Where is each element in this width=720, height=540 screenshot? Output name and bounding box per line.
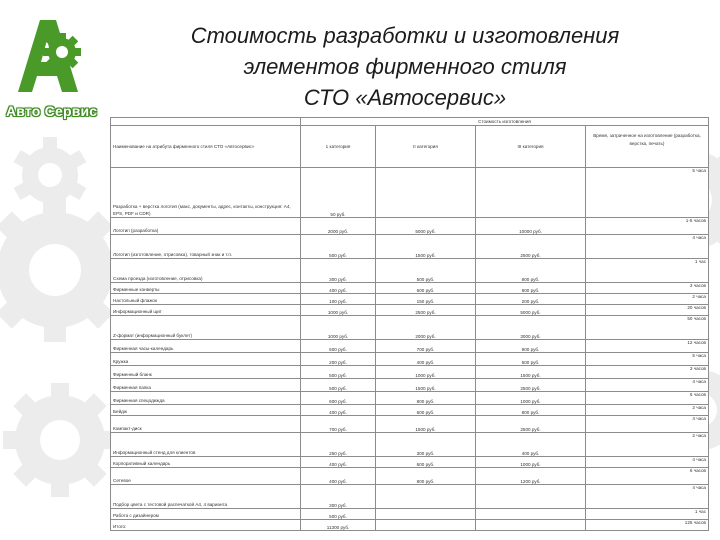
header-name: Наименование на атрибута фирменного стиля СТО «Автосервис» [111,126,301,168]
row-cat2: 600 руб. [376,457,476,468]
title-line-1: Стоимость разработки и изготовления [190,23,620,48]
table-row [111,485,709,509]
table-row [111,235,709,259]
row-cat3: 2500 руб. [476,416,586,433]
table-row [111,433,709,457]
row-cat2: 1000 руб. [376,366,476,379]
logo-graphic [0,10,110,115]
row-name: Работа с дизайнером [111,509,301,520]
row-hours: 3 часов [586,366,709,379]
table-row [111,294,709,305]
row-name: Логотип (разработка) [111,218,301,235]
row-cat1: 300 руб. [301,259,376,283]
row-hours: 6 часов [586,392,709,405]
row-cat3: 3000 руб. [476,316,586,340]
row-cat2: 1500 руб. [376,235,476,259]
row-name: Фирменная папка [111,379,301,392]
row-cat2: 800 руб. [376,392,476,405]
row-cat1: 50 руб. [301,168,376,218]
row-cat2: 2500 руб. [376,305,476,316]
row-cat2 [376,168,476,218]
row-hours: 125 часов [586,520,709,531]
row-name: Корпоративный календарь [111,457,301,468]
table-row [111,520,709,531]
table-row [111,366,709,379]
row-cat3: 500 руб. [476,353,586,366]
row-name: Итого: [111,520,301,531]
row-cat3: 900 руб. [476,340,586,353]
row-cat1: 250 руб. [301,433,376,457]
table-row [111,457,709,468]
row-cat3 [476,168,586,218]
price-table [110,117,709,531]
row-hours: 20 часов [586,305,709,316]
row-hours: 6 часов [586,468,709,485]
row-cat1: 500 руб. [301,509,376,520]
row-cat3: 1500 руб. [476,366,586,379]
row-cat2 [376,509,476,520]
row-cat3: 1000 руб. [476,457,586,468]
row-cat3 [476,509,586,520]
company-logo [0,10,110,119]
table-row [111,316,709,340]
table-row [111,168,709,218]
row-hours: 2 часа [586,433,709,457]
row-hours: 50 часов [586,316,709,340]
row-name: Фирменные конверты [111,283,301,294]
row-hours: 5 часа [586,353,709,366]
row-hours: 5 часа [586,168,709,218]
table-row [111,218,709,235]
header-cost: Стоимость изготовления [301,118,709,126]
row-cat1: 2000 руб. [301,218,376,235]
header-cat2: II категория [376,126,476,168]
row-cat1: 500 руб. [301,379,376,392]
table-row [111,468,709,485]
row-hours: 4 часа [586,235,709,259]
row-cat3: 800 руб. [476,405,586,416]
row-cat3: 2500 руб. [476,379,586,392]
row-name: Информационный стенд для клиентов [111,433,301,457]
row-cat3: 2500 руб. [476,235,586,259]
row-hours: 4 часа [586,416,709,433]
row-name: Фирменная спецодежда [111,392,301,405]
row-cat2: 1500 руб. [376,416,476,433]
row-hours: 1-5 часов [586,218,709,235]
row-hours: 12 часов [586,340,709,353]
row-cat3: 200 руб. [476,294,586,305]
row-cat2: 400 руб. [376,353,476,366]
row-cat1: 400 руб. [301,457,376,468]
row-hours: 1 час [586,509,709,520]
table-row [111,509,709,520]
row-hours: 2 часа [586,294,709,305]
row-name: Z-формат (информационный буклет) [111,316,301,340]
title-line-3: СТО «Автосервис» [303,85,507,110]
row-name: Настольный флажок [111,294,301,305]
row-cat1: 500 руб. [301,366,376,379]
table-row [111,392,709,405]
row-cat3: 800 руб. [476,259,586,283]
table-row [111,283,709,294]
row-name: Подбор цвета с тестовой распечаткой A4, 4 варианта [111,485,301,509]
table-row [111,379,709,392]
row-cat1: 300 руб. [301,485,376,509]
row-cat1: 400 руб. [301,468,376,485]
row-cat1: 11300 руб. [301,520,376,531]
row-cat3: 5000 руб. [476,305,586,316]
row-name: Фирменная часы-календарь [111,340,301,353]
row-hours: 4 часа [586,485,709,509]
row-cat2 [376,520,476,531]
row-name: Сетевое [111,468,301,485]
row-cat1: 600 руб. [301,392,376,405]
row-cat3: 1000 руб. [476,392,586,405]
row-name: Разработка + верстка логотип (макс, документы, адрес, контакты, конструкция: A4, EPS, PDF и CDR) [111,168,301,218]
row-name: Логотип (изготовление, отрисовка), товарный знак и т.п. [111,235,301,259]
table-row [111,305,709,316]
row-cat3: 10000 руб. [476,218,586,235]
row-cat3: 800 руб. [476,283,586,294]
title-line-2: элементов фирменного стиля [243,54,567,79]
row-cat3: 400 руб. [476,433,586,457]
page-title [120,20,690,113]
header-cat3: III категория [476,126,586,168]
row-cat2: 600 руб. [376,283,476,294]
row-cat3 [476,520,586,531]
row-cat2: 800 руб. [376,468,476,485]
row-cat1: 700 руб. [301,416,376,433]
header-cat1: 1 категория [301,126,376,168]
row-hours: 3 часов [586,283,709,294]
row-hours: 4 часа [586,379,709,392]
row-hours: 2 часа [586,405,709,416]
row-cat1: 100 руб. [301,294,376,305]
row-cat2: 700 руб. [376,340,476,353]
row-cat2: 500 руб. [376,259,476,283]
row-cat1: 500 руб. [301,235,376,259]
row-cat2 [376,485,476,509]
row-cat3: 1200 руб. [476,468,586,485]
row-name: Информационный щит [111,305,301,316]
row-name: Фирменный бланк [111,366,301,379]
table-row [111,259,709,283]
table-row [111,405,709,416]
row-cat1: 500 руб. [301,340,376,353]
row-cat2: 1500 руб. [376,379,476,392]
table-row [111,416,709,433]
row-cat1: 200 руб. [301,353,376,366]
row-cat2: 600 руб. [376,405,476,416]
row-hours: 1 час [586,259,709,283]
row-cat3 [476,485,586,509]
row-cat2: 5000 руб. [376,218,476,235]
row-cat1: 400 руб. [301,405,376,416]
header-hours: Время, затраченное на изготовление (разработка, верстка, печать) [586,126,709,168]
table-row [111,340,709,353]
row-name: Схема проезда (изготовление, отрисовка) [111,259,301,283]
table-row [111,353,709,366]
row-name: Бейдж [111,405,301,416]
row-cat2: 150 руб. [376,294,476,305]
row-name: Кружка [111,353,301,366]
row-cat1: 1000 руб. [301,316,376,340]
row-cat1: 1000 руб. [301,305,376,316]
logo-text: Авто Сервис [6,103,98,119]
row-hours: 4 часа [586,457,709,468]
row-cat2: 2000 руб. [376,316,476,340]
row-cat1: 400 руб. [301,283,376,294]
row-cat2: 300 руб. [376,433,476,457]
row-name: Компакт-диск [111,416,301,433]
